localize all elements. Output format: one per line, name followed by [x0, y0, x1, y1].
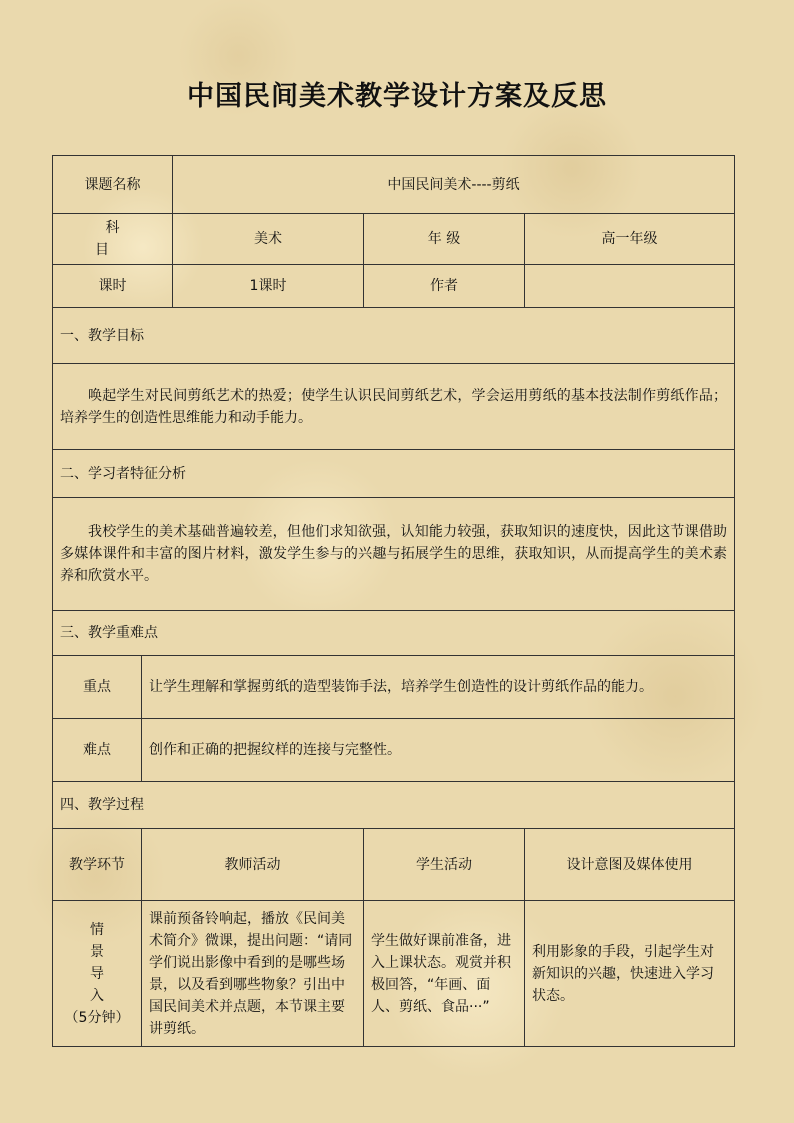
- document-title: 中国民间美术教学设计方案及反思: [187, 81, 607, 112]
- section-heading-key-points: 三、教学重难点: [53, 611, 735, 656]
- lesson-plan-table: [52, 155, 735, 1047]
- grade-value: 高一年级: [525, 214, 735, 265]
- author-label: 作者: [364, 265, 525, 308]
- design-intent: 利用影象的手段，引起学生对新知识的兴趣，快速进入学习状态。: [525, 901, 735, 1047]
- hours-value: 1课时: [173, 265, 364, 308]
- hours-row: [53, 265, 735, 308]
- author-value: [525, 265, 735, 308]
- col-header-stage: 教学环节: [53, 829, 142, 901]
- section-heading-process: 四、教学过程: [53, 782, 735, 829]
- subject-label: 科 目: [53, 214, 173, 265]
- subject-row: [53, 214, 735, 265]
- section-heading-learners: 二、学习者特征分析: [53, 450, 735, 498]
- topic-row: [53, 156, 735, 214]
- key-label: 重点: [53, 656, 142, 719]
- process-header-row: [53, 829, 735, 901]
- stage-cell: 情 景 导 入 （5分钟）: [53, 901, 142, 1047]
- topic-label: 课题名称: [53, 156, 173, 214]
- student-activity: 学生做好课前准备，进入上课状态。观赏并积极回答，“年画、面人、剪纸、食品···”: [364, 901, 525, 1047]
- col-header-student: 学生活动: [364, 829, 525, 901]
- difficulty-text: 创作和正确的把握纹样的连接与完整性。: [142, 719, 735, 782]
- hours-label: 课时: [53, 265, 173, 308]
- difficulty-label: 难点: [53, 719, 142, 782]
- col-header-teacher: 教师活动: [142, 829, 364, 901]
- topic-value: 中国民间美术----剪纸: [173, 156, 735, 214]
- key-text: 让学生理解和掌握剪纸的造型装饰手法，培养学生创造性的设计剪纸作品的能力。: [142, 656, 735, 719]
- col-header-intent: 设计意图及媒体使用: [525, 829, 735, 901]
- subject-value: 美术: [173, 214, 364, 265]
- process-row-intro: [53, 901, 735, 1047]
- learners-text: 我校学生的美术基础普遍较差，但他们求知欲强，认知能力较强，获取知识的速度快，因此这节课借助多媒体课件和丰富的图片材料，激发学生参与的兴趣与拓展学生的思维，获取知识，从而提高学生的美术素养和欣赏水平。: [53, 498, 735, 611]
- section-heading-goals: 一、教学目标: [53, 308, 735, 364]
- goals-text: 唤起学生对民间剪纸艺术的热爱；使学生认识民间剪纸艺术，学会运用剪纸的基本技法制作剪纸作品；培养学生的创造性思维能力和动手能力。: [53, 364, 735, 450]
- teacher-activity: 课前预备铃响起，播放《民间美术简介》微课，提出问题：“请同学们说出影像中看到的是哪些场景，以及看到哪些物象？引出中国民间美术并点题，本节课主要讲剪纸。: [142, 901, 364, 1047]
- grade-label-cell: 年 级: [364, 214, 525, 265]
